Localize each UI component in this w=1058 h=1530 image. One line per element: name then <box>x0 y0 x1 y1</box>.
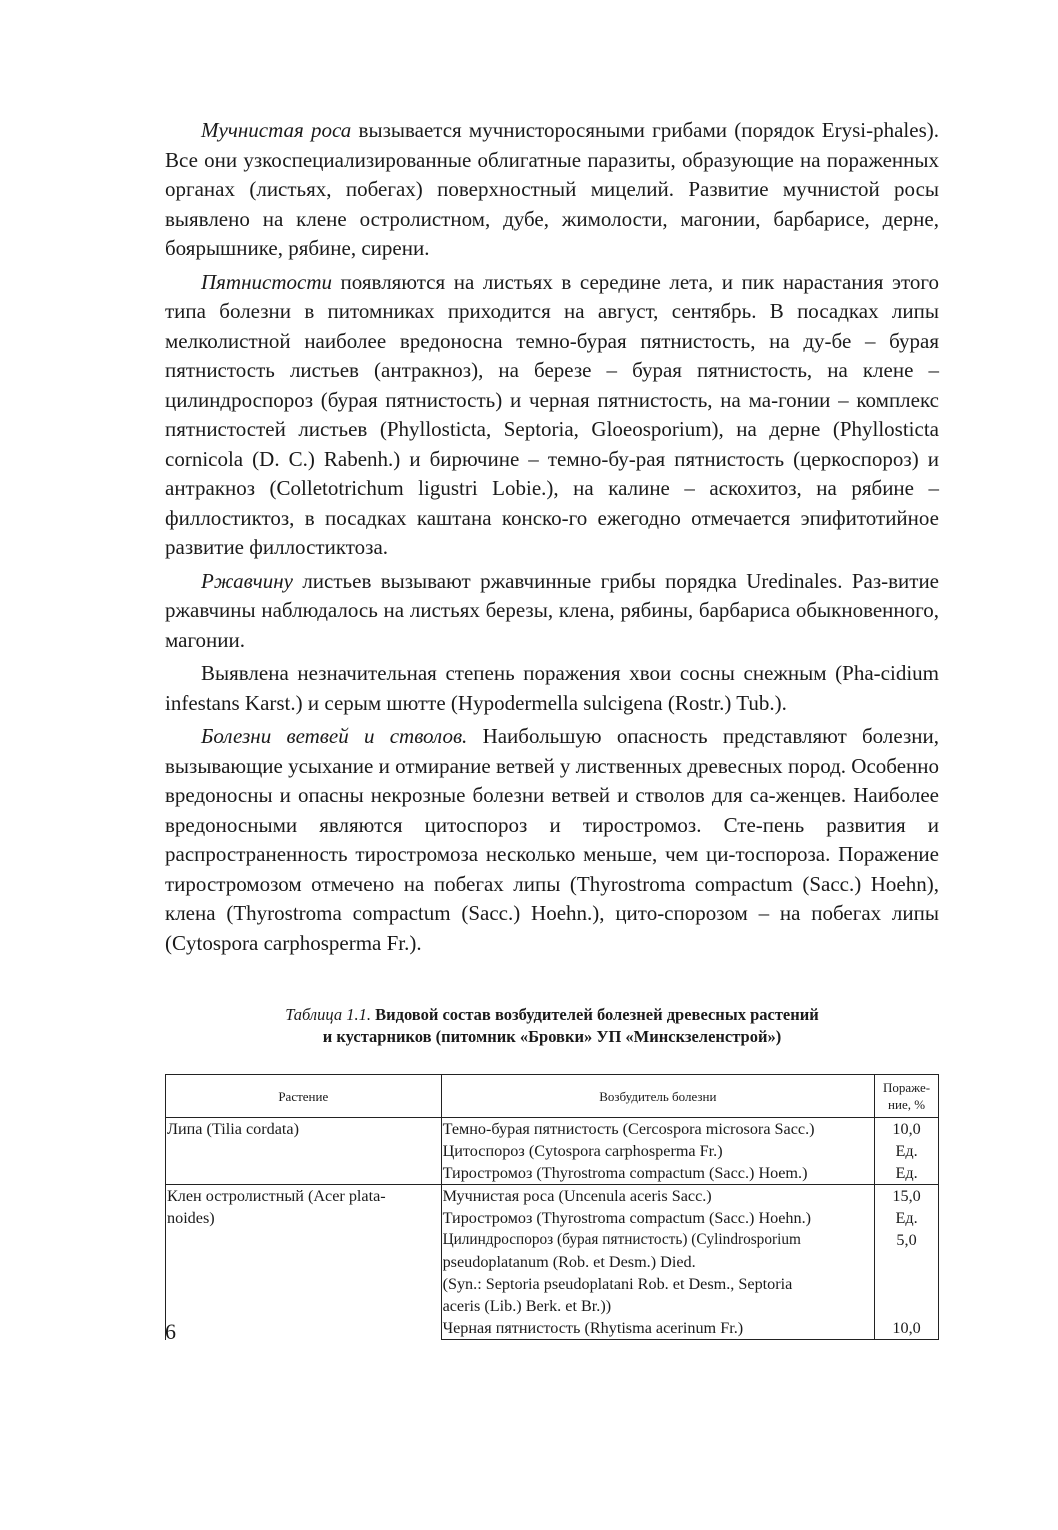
paragraph-text: Выявлена незначительная степень поражения хвои сосны снежным (Pha-cidium infestans Karst.) и серым шютте (Hypodermella sulcigena (Rostr.) Tub.). <box>165 661 939 715</box>
damage-cell: Ед. <box>875 1162 939 1185</box>
damage-cell: 15,0 <box>875 1185 939 1208</box>
table-row <box>166 1185 939 1208</box>
table-caption-label: Таблица 1.1. <box>285 1005 371 1024</box>
paragraph-lead: Болезни ветвей и стволов. <box>201 724 468 748</box>
table-header-row <box>166 1075 939 1118</box>
pathogen-text: Мучнистая роса (Uncenula aceris Sacc.) <box>442 1187 712 1205</box>
paragraph-text: Наибольшую опасность представляют болезни, вызывающие усыхание и отмирание ветвей у лиственных древесных пород. Особенно вредоносны и опасны некрозные болезни ветвей и стволов для са-женцев. Наиболее вредоносными являются цитоспороз и тиростромоз. Сте-пень развития и распространенность тиростромоза несколько меньше, чем ци-тоспороза. Поражение тиростромозом отмечено на побегах липы (Thyrostroma compactum (Sacc.) Hoehn), клена (Thyrostroma compactum (Sacc.) Hoehn.), цито-спорозом – на побегах липы (Cytospora carphosperma Fr.). <box>165 724 939 955</box>
paragraph-lead: Пятнистости <box>201 269 332 294</box>
pathogen-text: Темно-бурая пятнистость (Cercospora microsora Sacc.) <box>442 1120 815 1138</box>
paragraph-lead: Ржавчину <box>201 568 293 593</box>
plant-name: Клен остролистный (Acer plata- <box>167 1187 386 1205</box>
pathogen-text: Черная пятнистость (Rhytisma acerinum Fr.) <box>442 1319 744 1337</box>
pathogen-cell <box>441 1140 875 1162</box>
table-caption <box>165 1004 939 1048</box>
pathogen-cell <box>441 1185 875 1208</box>
plant-name: noides) <box>167 1209 215 1227</box>
pathogen-text: Цилиндроспороз (бурая пятнистость) (Cylindrosporium <box>442 1231 801 1248</box>
pathogen-text: Цитоспороз (Cytospora carphosperma Fr.) <box>442 1142 723 1160</box>
header-pathogen: Возбудитель болезни <box>441 1075 875 1118</box>
page-number: 6 <box>165 1319 176 1344</box>
table-caption-title-line2: и кустарников (питомник «Бровки» УП «Минскзеленстрой») <box>322 1027 782 1046</box>
damage-cell: 10,0 <box>875 1118 939 1141</box>
paragraph-text: вызывается мучнисторосяными грибами (порядок Erysi-phales). Все они узкоспециализированные облигатные паразиты, образующие на пораженных органах (листьях, побегах) поверхностный мицелий. Развитие мучнистой росы выявлено на клене остролистном, дубе, жимолости, магонии, барбарисе, дерне, боярышнике, рябине, сирени. <box>165 118 939 260</box>
header-damage-percent: Пораже-ние, % <box>875 1075 939 1118</box>
paragraph-powdery-mildew <box>165 116 939 264</box>
pathogen-cell <box>441 1118 875 1141</box>
header-plant: Растение <box>166 1075 442 1118</box>
pathogen-cell <box>441 1229 875 1317</box>
table-row <box>166 1118 939 1141</box>
damage-cell: Ед. <box>875 1207 939 1229</box>
pathogen-text: pseudoplatanum (Rob. et Desm.) Died. <box>442 1253 696 1271</box>
pathogen-text: (Syn.: Septoria pseudoplatani Rob. et Desm., Septoria <box>442 1275 793 1293</box>
plant-name: Липа (Tilia cordata) <box>167 1120 299 1138</box>
paragraph-lead: Мучнистая роса <box>201 118 352 142</box>
table-caption-title-line1: Видовой состав возбудителей болезней древесных растений <box>375 1005 819 1024</box>
plant-cell <box>166 1118 442 1185</box>
damage-cell: 10,0 <box>875 1317 939 1340</box>
pathogen-cell <box>441 1207 875 1229</box>
paragraph-text: листьев вызывают ржавчинные грибы порядка Uredinales. Раз-витие ржавчины наблюдалось на листьях березы, клена, рябины, барбариса обыкновенного, магонии. <box>165 568 939 652</box>
pathogen-table <box>165 1074 939 1340</box>
paragraph-branch-diseases <box>165 722 939 958</box>
page-content <box>165 116 939 1340</box>
pathogen-text: Тиростромоз (Thyrostroma compactum (Sacc.) Hoehn.) <box>442 1209 812 1227</box>
pathogen-text: aceris (Lib.) Berk. et Br.)) <box>442 1297 612 1315</box>
pathogen-cell <box>441 1162 875 1185</box>
pathogen-cell <box>441 1317 875 1340</box>
pathogen-text: Тиростромоз (Thyrostroma compactum (Sacc.) Hoem.) <box>442 1164 808 1182</box>
plant-cell <box>166 1185 442 1340</box>
paragraph-needle-cast <box>165 659 939 718</box>
paragraph-rust <box>165 567 939 656</box>
paragraph-text: появляются на листьях в середине лета, и пик нарастания этого типа болезни в питомниках приходится на август, сентябрь. В посадках липы мелколистной наиболее вредоносна темно-бурая пятнистость, на ду-бе – бурая пятнистость листьев (антракноз), на березе – бурая пятнистость, на клене – цилиндроспороз (бурая пятнистость) и черная пятнистость, на ма-гонии – комплекс пятнистостей листьев (Phyllosticta, Septoria, Gloeosporium), на дерне (Phyllosticta cornicola (D. C.) Rabenh.) и бирючине – темно-бу-рая пятнистость (церкоспороз) и антракноз (Colletotrichum ligustri Lobie.), на калине – аскохитоз, на рябине – филлостиктоз, в посадках каштана конско-го ежегодно отмечается эпифитотийное развитие филлостиктоза. <box>165 269 939 559</box>
damage-cell: 5,0 <box>875 1229 939 1317</box>
paragraph-leaf-spots <box>165 268 939 563</box>
damage-cell: Ед. <box>875 1140 939 1162</box>
